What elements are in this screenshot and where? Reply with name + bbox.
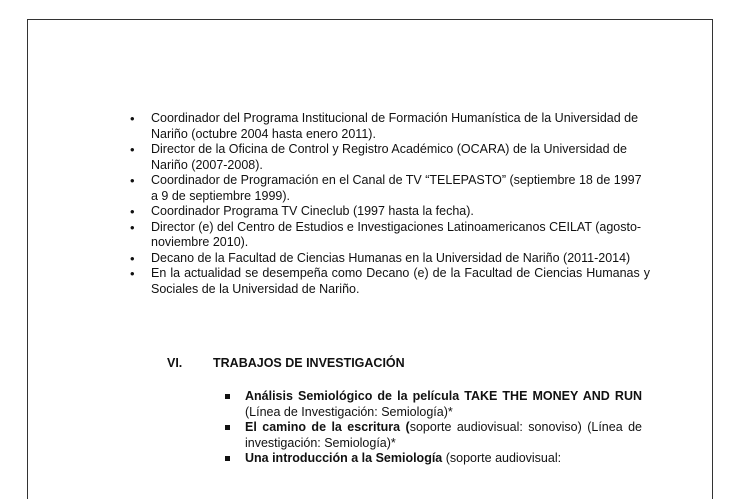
work-detail: (Línea de Investigación: Semiología)* — [245, 404, 453, 419]
list-item: • Coordinador del Programa Institucional de Formación Humanística de la Universidad de Nariño (octubre 2004 hasta enero 2011). — [130, 111, 650, 142]
section-heading — [167, 356, 405, 370]
work-title: Una introducción a la Semiología — [245, 451, 443, 465]
work-title: Análisis Semiológico de la película TAKE THE MONEY AND RUN — [245, 389, 642, 403]
list-item: • Director de la Oficina de Control y Registro Académico (OCARA) de la Universidad de Nariño (2007-2008). — [130, 142, 650, 173]
list-item: • En la actualidad se desempeña como Decano (e) de la Facultad de Ciencias Humanas y Sociales de la Universidad de Nariño. — [130, 266, 650, 297]
experience-list — [130, 111, 650, 297]
work-detail: soporte audiovisual: sonoviso) (Línea de investigación: Semiología)* — [245, 420, 642, 450]
list-item — [222, 451, 642, 467]
list-item: • Decano de la Facultad de Ciencias Humanas en la Universidad de Nariño (2011-2014) — [130, 251, 650, 267]
research-works-list — [222, 389, 642, 467]
work-title: El camino de la escritura ( — [245, 420, 410, 434]
list-item — [222, 389, 642, 420]
section-title: TRABAJOS DE INVESTIGACIÓN — [213, 356, 405, 370]
list-item: • Director (e) del Centro de Estudios e Investigaciones Latinoamericanos CEILAT (agosto-noviembre 2010). — [130, 220, 650, 251]
list-item — [222, 420, 642, 451]
list-item: • Coordinador Programa TV Cineclub (1997 hasta la fecha). — [130, 204, 650, 220]
work-detail: (soporte audiovisual: — [442, 451, 562, 465]
list-item: • Coordinador de Programación en el Canal de TV “TELEPASTO” (septiembre 18 de 1997 a 9 de septiembre 1999). — [130, 173, 650, 204]
section-number: VI. — [167, 356, 183, 370]
